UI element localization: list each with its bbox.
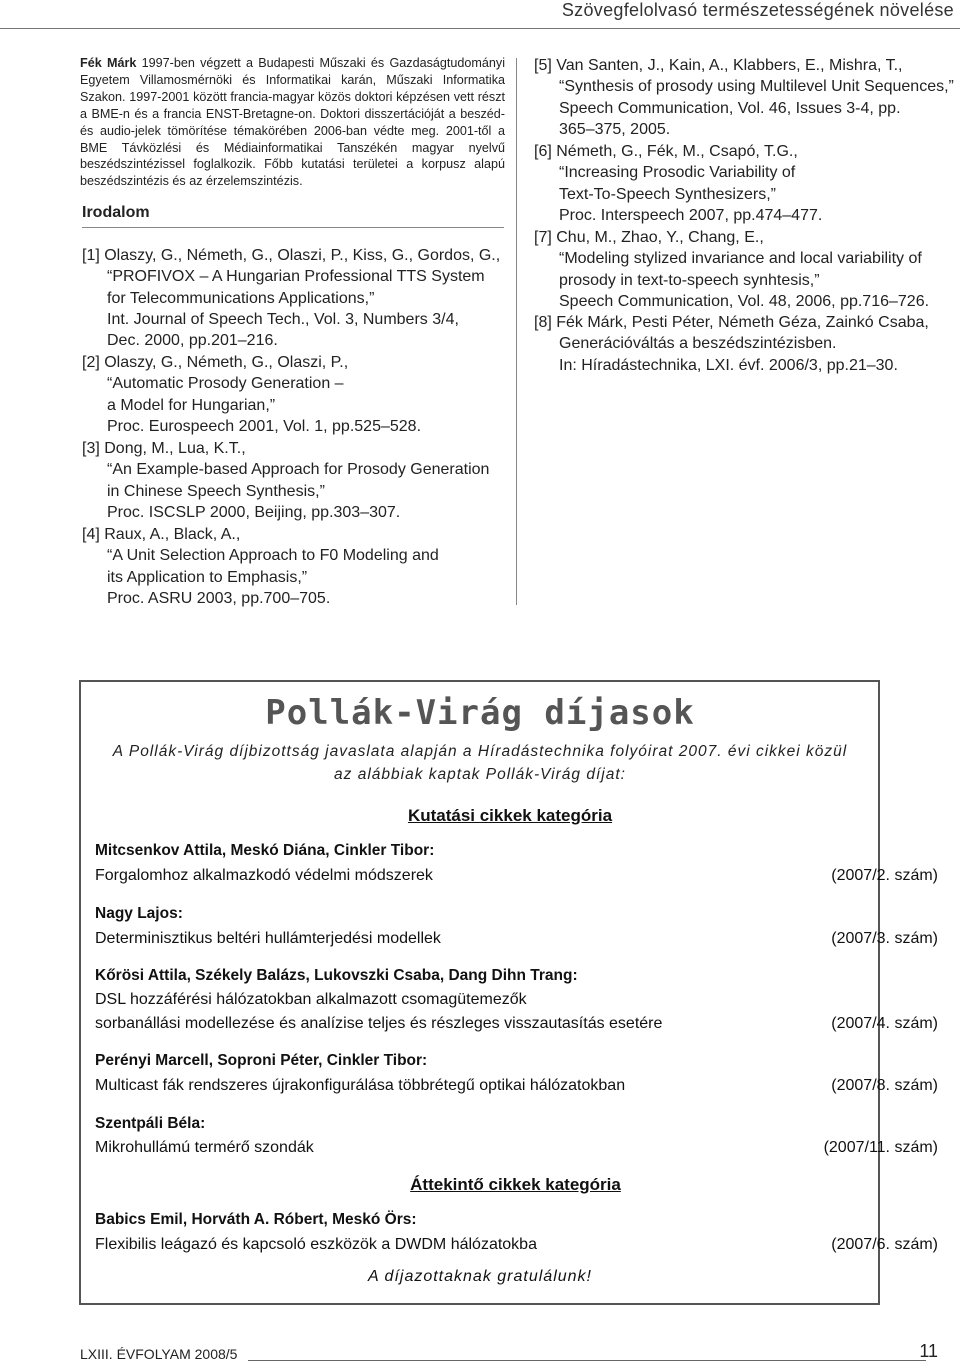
reference-line: In: Híradástechnika, LXI. évf. 2006/3, pp.21–30.	[559, 356, 898, 374]
reference-line: Int. Journal of Speech Tech., Vol. 3, Numbers 3/4,	[107, 310, 459, 328]
reference-line: Proc. ASRU 2003, pp.700–705.	[107, 589, 331, 607]
reference-line: 365–375, 2005.	[559, 120, 671, 138]
reference-6	[534, 141, 822, 226]
award-entry-issue: (2007/2. szám)	[831, 867, 938, 884]
award-entry-issue: (2007/3. szám)	[831, 930, 938, 947]
award-entry-title: Forgalomhoz alkalmazkodó védelmi módszerek	[95, 867, 433, 884]
reference-3	[82, 438, 489, 523]
award-entry-authors: Perényi Marcell, Soproni Péter, Cinkler Tibor:	[95, 1052, 428, 1069]
award-entry-authors: Nagy Lajos:	[95, 905, 183, 922]
award-entry-title: Multicast fák rendszeres újrakonfigurálása többrétegű optikai hálózatokban	[95, 1077, 626, 1094]
reference-line: [3] Dong, M., Lua, K.T.,	[82, 440, 246, 457]
author-bio	[80, 55, 505, 190]
award-entry-title-line-1: DSL hozzáférési hálózatokban alkalmazott csomagütemezők	[95, 991, 527, 1008]
award-entry-issue: (2007/8. szám)	[831, 1077, 938, 1094]
reference-line: [7] Chu, M., Zhao, Y., Chang, E.,	[534, 229, 764, 246]
reference-5	[534, 55, 954, 140]
references-heading: Irodalom	[82, 204, 504, 228]
reference-line: [6] Németh, G., Fék, M., Csapó, T.G.,	[534, 143, 798, 160]
award-entry-authors: Kőrösi Attila, Székely Balázs, Lukovszki Csaba, Dang Dihn Trang:	[95, 967, 578, 984]
reference-7	[534, 227, 929, 312]
research-category-heading: Kutatási cikkek kategória	[407, 806, 613, 825]
award-entry-authors: Mitcsenkov Attila, Meskó Diána, Cinkler Tibor:	[95, 842, 435, 859]
author-name: Fék Márk	[80, 56, 137, 70]
reference-8	[534, 312, 929, 376]
reference-line: [5] Van Santen, J., Kain, A., Klabbers, E., Mishra, T.,	[534, 57, 903, 74]
reference-line: [1] Olaszy, G., Németh, G., Olaszi, P., Kiss, G., Gordos, G.,	[82, 247, 501, 264]
reference-line: Proc. Interspeech 2007, pp.474–477.	[559, 206, 823, 224]
reference-line: Proc. Eurospeech 2001, Vol. 1, pp.525–528.	[107, 417, 422, 435]
congratulations-text: A díjazottaknak gratulálunk!	[368, 1268, 592, 1285]
award-entry-issue: (2007/4. szám)	[831, 1015, 938, 1032]
award-entry-issue: (2007/6. szám)	[831, 1236, 938, 1253]
award-intro-line-1: A Pollák-Virág díjbizottság javaslata alapján a Híradástechnika folyóirat 2007. évi cikkei közül	[112, 743, 848, 760]
reference-line: for Telecommunications Applications,”	[107, 289, 375, 307]
reference-line: Dec. 2000, pp.201–216.	[107, 332, 278, 350]
reference-line: “A Unit Selection Approach to F0 Modeling and	[107, 547, 439, 565]
header-rule	[0, 28, 960, 29]
award-entry-authors: Babics Emil, Horváth A. Róbert, Meskó Örs:	[95, 1211, 417, 1228]
review-category-heading: Áttekintő cikkek kategória	[410, 1175, 621, 1194]
reference-line: in Chinese Speech Synthesis,”	[107, 482, 325, 500]
reference-line: Speech Communication, Vol. 46, Issues 3-4, pp.	[559, 99, 901, 117]
page-header-title: Szövegfelolvasó természetességének növelése	[561, 0, 954, 20]
award-title: Pollák-Virág díjasok	[265, 693, 695, 733]
column-divider	[516, 58, 517, 605]
reference-4	[82, 524, 439, 609]
reference-line: “Synthesis of prosody using Multilevel Unit Sequences,”	[559, 78, 954, 96]
footer-volume: LXIII. ÉVFOLYAM 2008/5	[80, 1346, 238, 1362]
footer-rule	[248, 1360, 926, 1361]
award-entry-authors: Szentpáli Béla:	[95, 1115, 206, 1132]
reference-line: “Increasing Prosodic Variability of	[559, 164, 796, 182]
reference-line: [8] Fék Márk, Pesti Péter, Németh Géza, Zainkó Csaba,	[534, 314, 929, 331]
reference-line: Text-To-Speech Synthesizers,”	[559, 185, 776, 203]
reference-line: Generációváltás a beszédszintézisben.	[559, 335, 837, 353]
award-entry-title: Flexibilis leágazó és kapcsoló eszközök a DWDM hálózatokba	[95, 1236, 537, 1253]
reference-line: “An Example-based Approach for Prosody Generation	[107, 461, 490, 479]
reference-line: “Automatic Prosody Generation –	[107, 375, 344, 393]
author-bio-text: 1997-ben végzett a Budapesti Műszaki és Gazdaságtudományi Egyetem Villamosmérnöki és Informatikai karán, Műszaki Informatika Szakon. 1997-2001 között francia-magyar közös doktori képzésen vett részt a BME-n és a francia ENST-Bretagne-on. Doktori disszertációját a beszéd- és audio-jelek tömörítése témakörében 2006-ban védte meg. 2001-től a BME Távközlési és Médiainformatikai Tanszékén magyar nyelvű beszédszintézissel foglalkozik. Főbb kutatási területei a korpusz alapú beszédszintézis és az érzelemszintézis.	[80, 56, 506, 189]
reference-line: Speech Communication, Vol. 48, 2006, pp.716–726.	[559, 292, 930, 310]
reference-line: prosody in text-to-speech synhtesis,”	[559, 271, 820, 289]
page-number: 11	[919, 1341, 938, 1361]
award-entry-issue: (2007/11. szám)	[823, 1139, 938, 1156]
reference-line: [2] Olaszy, G., Németh, G., Olaszi, P.,	[82, 354, 349, 371]
reference-line: [4] Raux, A., Black, A.,	[82, 526, 241, 543]
award-entry-title: Mikrohullámú termérő szondák	[95, 1139, 314, 1156]
award-entry-title: sorbanállási modellezése és analízise teljes és részleges visszautasítás esetére	[95, 1015, 663, 1032]
reference-line: Proc. ISCSLP 2000, Beijing, pp.303–307.	[107, 503, 401, 521]
reference-line: a Model for Hungarian,”	[107, 396, 276, 414]
reference-line: “Modeling stylized invariance and local variability of	[559, 250, 922, 268]
reference-line: its Application to Emphasis,”	[107, 568, 308, 586]
award-intro-line-2: az alábbiak kaptak Pollák-Virág díjat:	[334, 766, 626, 783]
reference-line: “PROFIVOX – A Hungarian Professional TTS System	[107, 268, 485, 286]
reference-2	[82, 352, 421, 437]
award-entry-title: Determinisztikus beltéri hullámterjedési modellek	[95, 930, 441, 947]
reference-1	[82, 245, 500, 351]
